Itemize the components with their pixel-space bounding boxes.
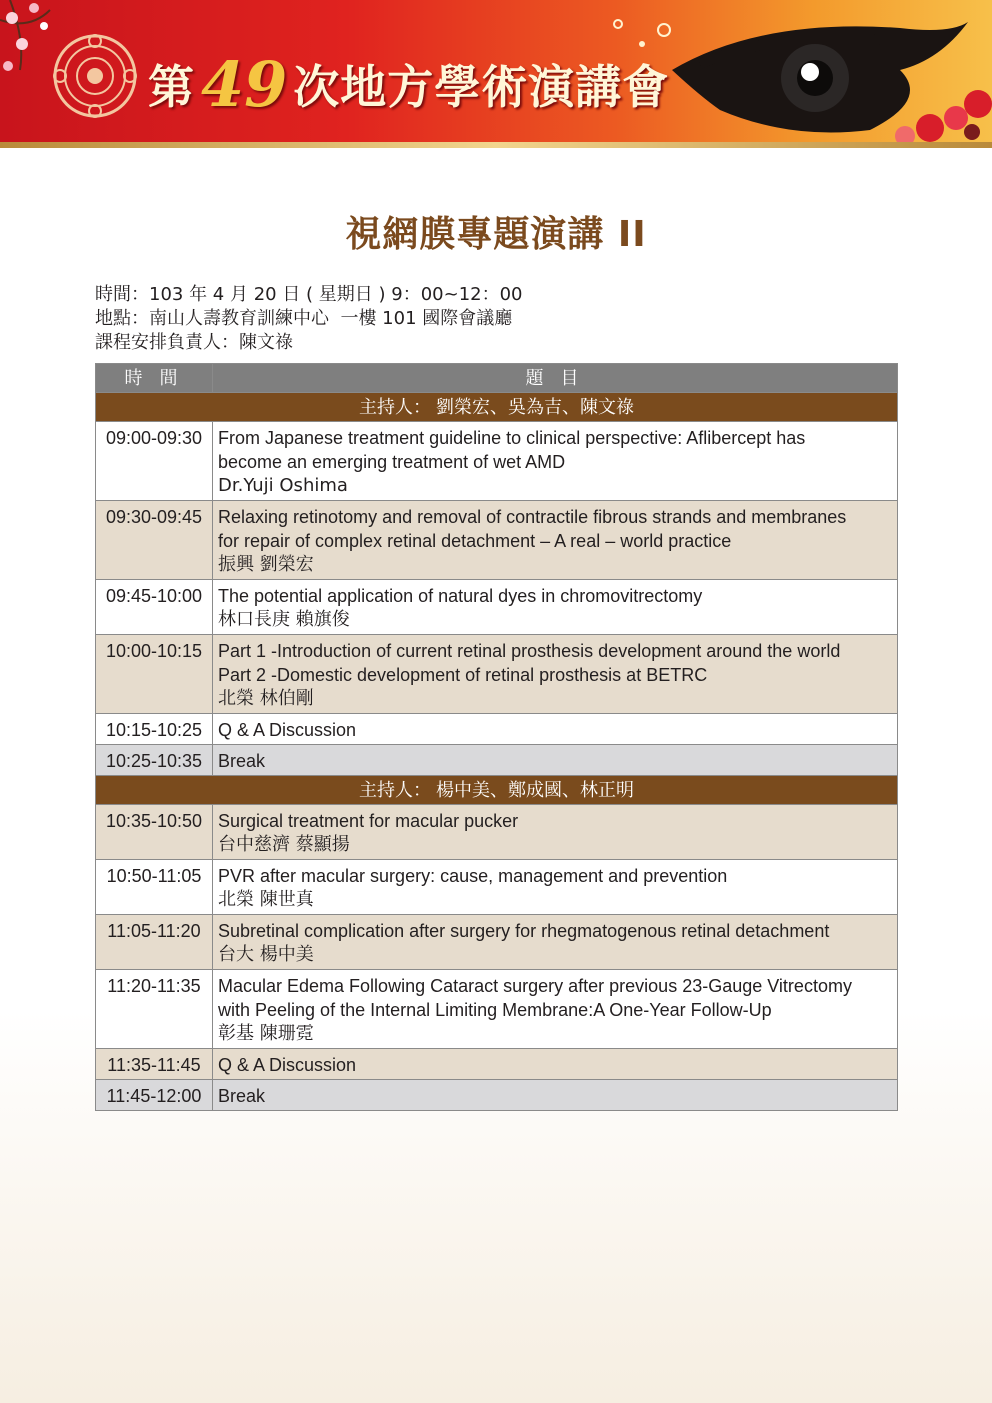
table-header-row xyxy=(96,364,898,393)
topic-line: Relaxing retinotomy and removal of contractile fibrous strands and membranes xyxy=(218,507,847,527)
speaker: 台大 楊中美 xyxy=(218,944,314,965)
banner-title xyxy=(148,44,669,124)
row-topic xyxy=(213,580,898,635)
banner-title-suffix: 次地方學術演講會 xyxy=(293,60,670,114)
flower-decoration-icon xyxy=(895,90,992,146)
event-location: 地點：南山人壽教育訓練中心 一樓 101 國際會議廳 xyxy=(95,308,513,329)
topic-line: Break xyxy=(218,751,266,771)
topic-line: From Japanese treatment guideline to clinical perspective: Aflibercept has xyxy=(218,428,806,448)
topic-line: Surgical treatment for macular pucker xyxy=(218,811,519,831)
row-topic xyxy=(213,714,898,745)
table-row xyxy=(96,1049,898,1080)
chair-label-1: 主持人： 劉榮宏、吳為吉、陳文祿 xyxy=(96,393,898,422)
table-row xyxy=(96,714,898,745)
speaker: Dr.Yuji Oshima xyxy=(218,475,348,496)
table-row xyxy=(96,860,898,915)
event-time: 時間：103 年 4 月 20 日 ( 星期日 ) 9：00~12：00 xyxy=(95,284,523,305)
speaker: 振興 劉榮宏 xyxy=(218,554,314,575)
table-row xyxy=(96,501,898,580)
row-time: 11:45-12:00 xyxy=(96,1080,213,1111)
chair-label-2: 主持人： 楊中美、鄭成國、林正明 xyxy=(96,776,898,805)
topic-line: with Peeling of the Internal Limiting Membrane:A One-Year Follow-Up xyxy=(218,1000,772,1020)
speaker: 彰基 陳珊霓 xyxy=(218,1023,314,1044)
topic-line: Part 2 -Domestic development of retinal prosthesis at BETRC xyxy=(218,665,708,685)
row-time: 11:05-11:20 xyxy=(96,915,213,970)
row-topic xyxy=(213,635,898,714)
row-time: 10:00-10:15 xyxy=(96,635,213,714)
row-time: 10:15-10:25 xyxy=(96,714,213,745)
row-time: 10:35-10:50 xyxy=(96,805,213,860)
row-topic xyxy=(213,805,898,860)
row-topic xyxy=(213,745,898,776)
chair-row-2 xyxy=(96,776,898,805)
table-row xyxy=(96,580,898,635)
table-row xyxy=(96,635,898,714)
banner-divider xyxy=(0,142,992,148)
speaker: 台中慈濟 蔡顯揚 xyxy=(218,834,350,855)
topic-line: Q & A Discussion xyxy=(218,720,357,740)
speaker: 北榮 陳世真 xyxy=(218,889,314,910)
row-topic xyxy=(213,970,898,1049)
row-time: 11:35-11:45 xyxy=(96,1049,213,1080)
row-topic xyxy=(213,1080,898,1111)
table-row xyxy=(96,970,898,1049)
speaker: 北榮 林伯剛 xyxy=(218,688,314,709)
banner-title-prefix: 第 xyxy=(148,60,195,114)
table-row xyxy=(96,915,898,970)
topic-line: Break xyxy=(218,1086,266,1106)
topic-line: Part 1 -Introduction of current retinal prosthesis development around the world xyxy=(218,641,841,661)
topic-line: PVR after macular surgery: cause, management and prevention xyxy=(218,866,728,886)
row-time: 09:30-09:45 xyxy=(96,501,213,580)
row-topic xyxy=(213,915,898,970)
topic-line: The potential application of natural dyes in chromovitrectomy xyxy=(218,586,703,606)
society-emblem-icon xyxy=(54,35,136,117)
banner-title-number: 49 xyxy=(201,47,288,121)
row-time: 11:20-11:35 xyxy=(96,970,213,1049)
topic-line: Macular Edema Following Cataract surgery after previous 23-Gauge Vitrectomy xyxy=(218,976,852,996)
page-title: 視網膜專題演講 II xyxy=(345,214,647,255)
row-topic xyxy=(213,1049,898,1080)
row-topic xyxy=(213,422,898,501)
table-row xyxy=(96,805,898,860)
topic-line: become an emerging treatment of wet AMD xyxy=(218,452,566,472)
chair-row-1 xyxy=(96,393,898,422)
header-banner xyxy=(0,0,992,148)
header-topic: 題 目 xyxy=(213,364,898,393)
row-time: 09:45-10:00 xyxy=(96,580,213,635)
row-topic xyxy=(213,501,898,580)
row-topic xyxy=(213,860,898,915)
row-time: 09:00-09:30 xyxy=(96,422,213,501)
event-info xyxy=(95,283,523,355)
topic-line: for repair of complex retinal detachment – A real – world practice xyxy=(218,531,732,551)
topic-line: Q & A Discussion xyxy=(218,1055,357,1075)
schedule-table xyxy=(95,363,898,1111)
table-row xyxy=(96,745,898,776)
topic-line: Subretinal complication after surgery for rhegmatogenous retinal detachment xyxy=(218,921,830,941)
table-row xyxy=(96,422,898,501)
event-organizer: 課程安排負責人：陳文祿 xyxy=(95,332,293,353)
row-time: 10:50-11:05 xyxy=(96,860,213,915)
plum-blossom-icon xyxy=(0,0,50,71)
table-row xyxy=(96,1080,898,1111)
header-time: 時 間 xyxy=(96,364,213,393)
speaker: 林口長庚 賴旗俊 xyxy=(218,609,350,630)
row-time: 10:25-10:35 xyxy=(96,745,213,776)
